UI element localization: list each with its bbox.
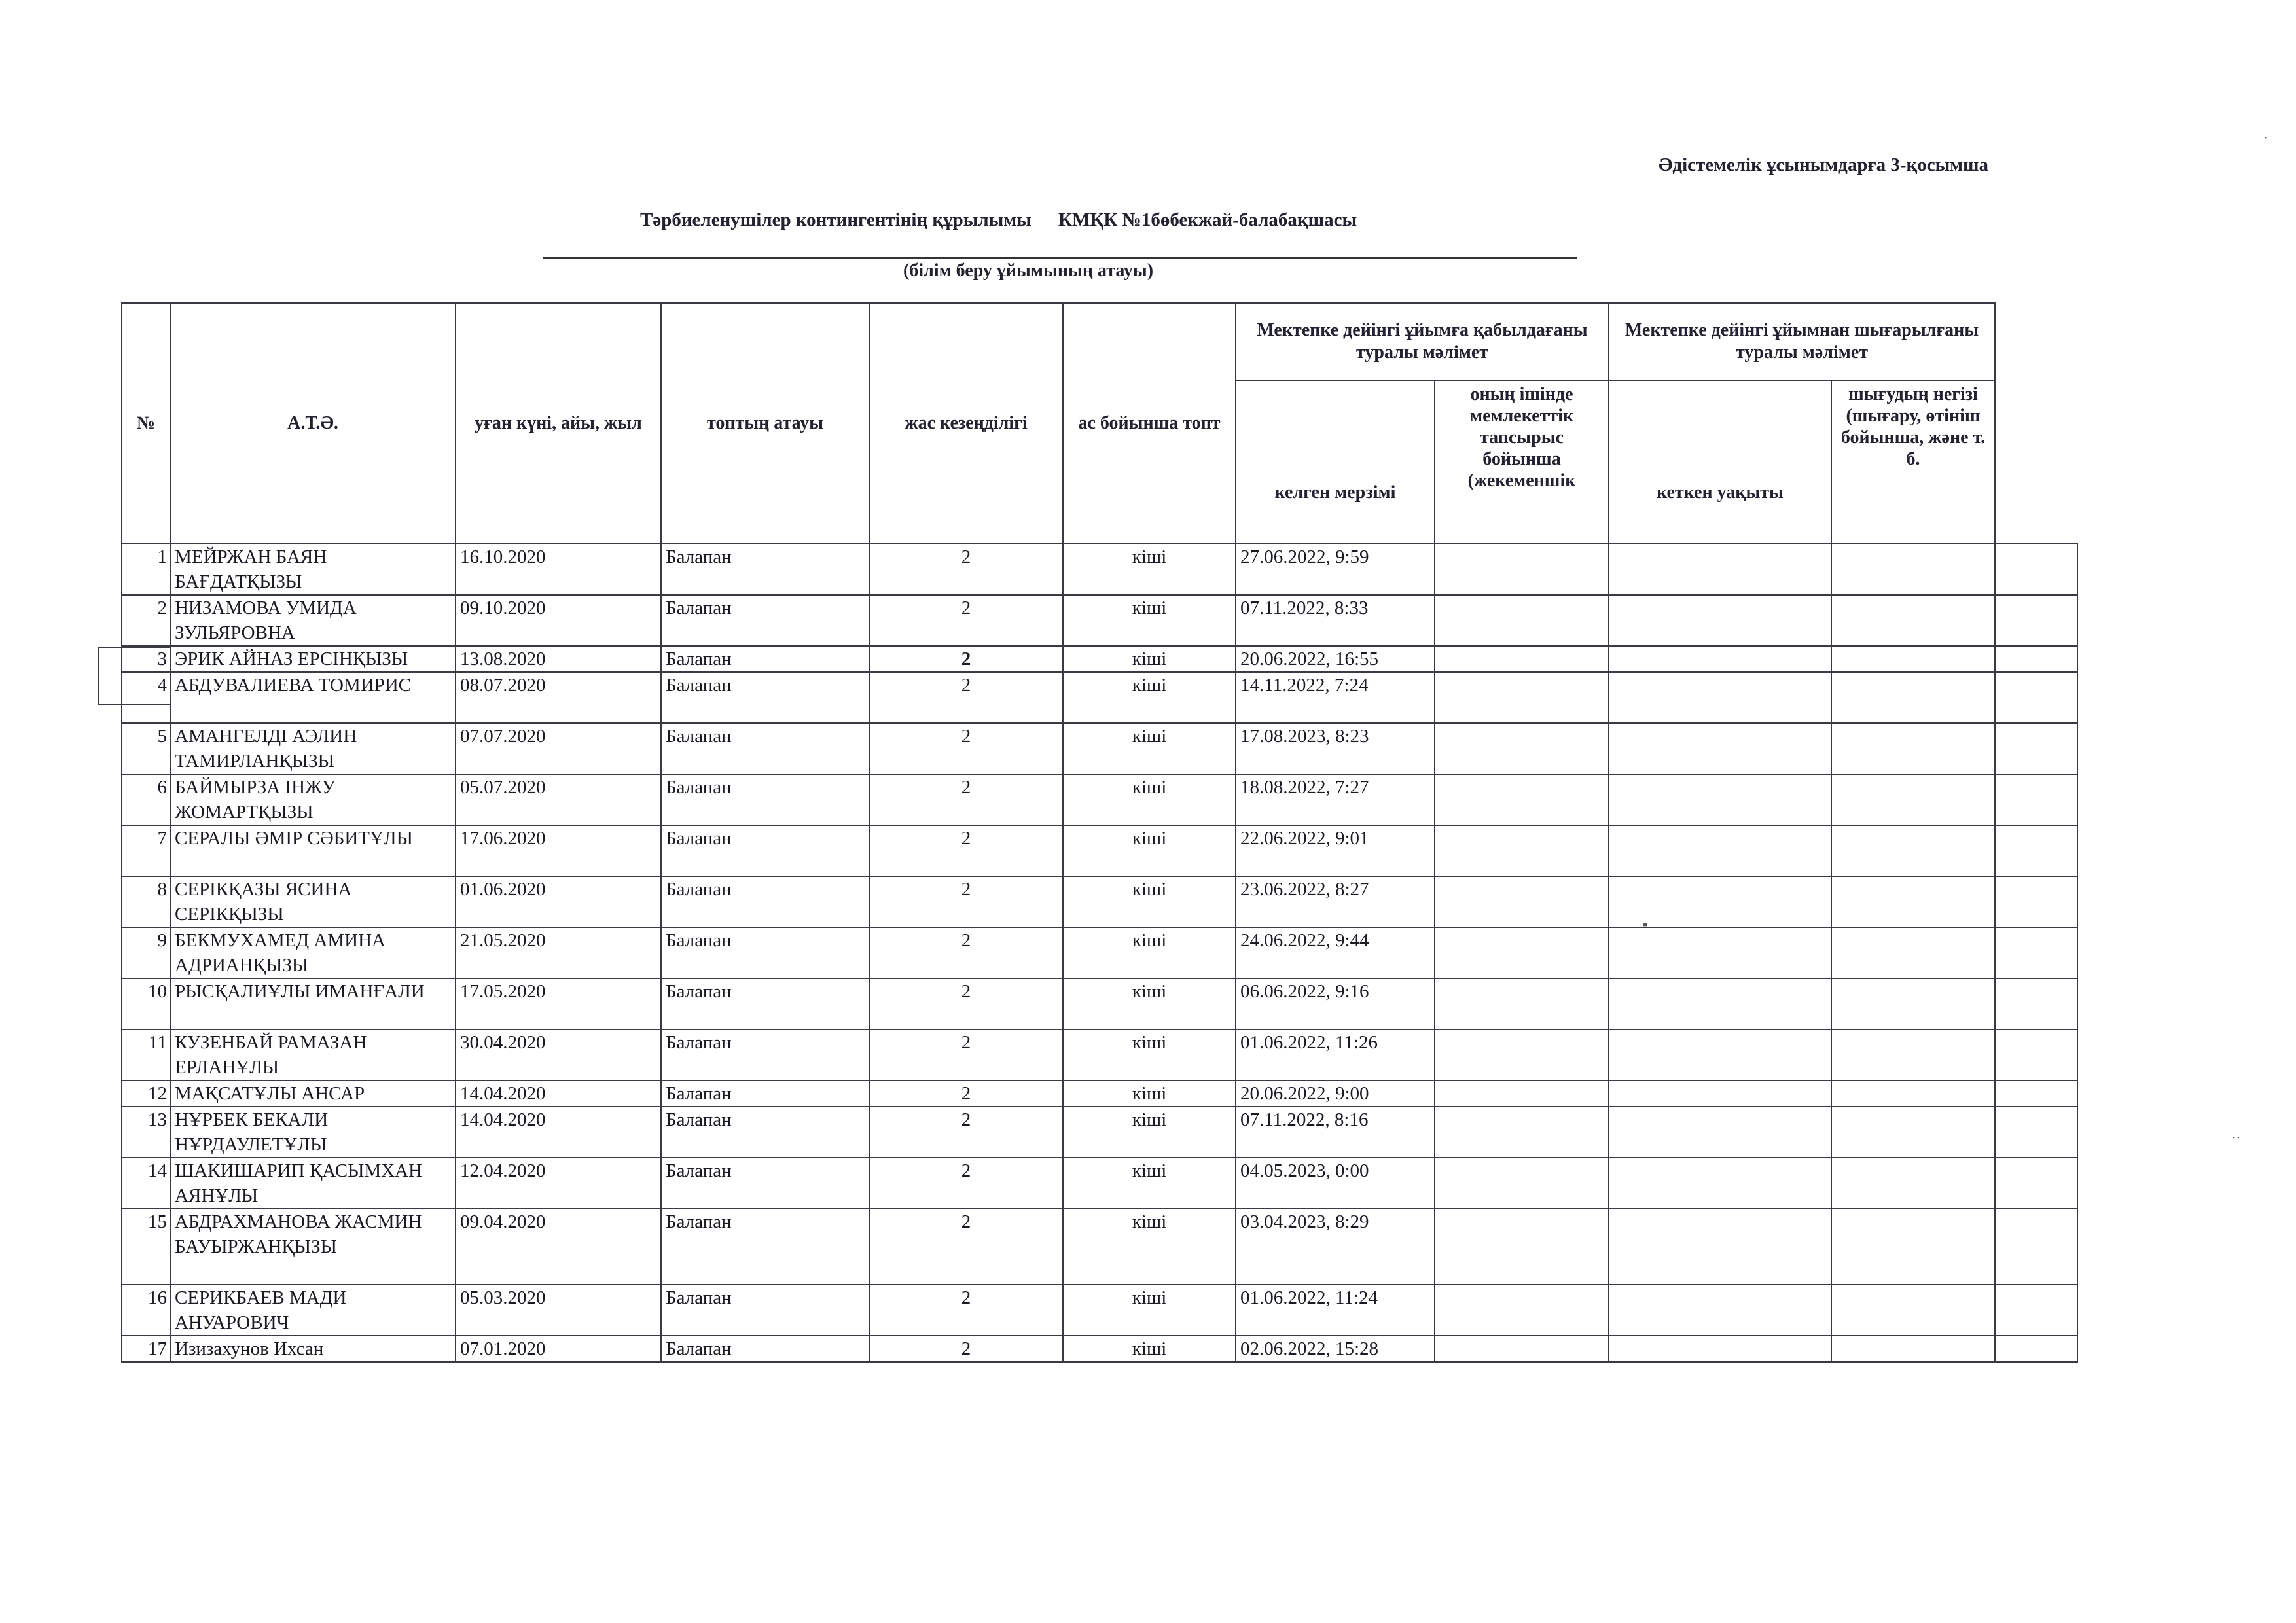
birth-date: 14.04.2020 <box>456 1080 661 1107</box>
state-order-cell <box>1435 646 1609 672</box>
col-age-period-header: жас кезеңділігі <box>869 303 1063 544</box>
organization-name: КМҚК №1бөбекжай-балабақшасы <box>1058 209 1357 230</box>
child-name: ЭРИК АЙНАЗ ЕРСІНҚЫЗЫ <box>170 646 456 672</box>
row-number: 7 <box>122 825 170 876</box>
arrival-date: 17.08.2023, 8:23 <box>1236 723 1435 774</box>
birth-date: 07.01.2020 <box>456 1336 661 1362</box>
leave-reason-cell <box>1831 646 1995 672</box>
row-number: 14 <box>122 1158 170 1209</box>
leave-reason-cell <box>1831 1209 1995 1285</box>
child-name: АБДУВАЛИЕВА ТОМИРИС <box>170 672 456 723</box>
age-group: кіші <box>1063 595 1236 646</box>
leave-reason-cell <box>1831 595 1995 646</box>
extra-cell <box>1995 1285 2077 1336</box>
contingent-table <box>121 302 2078 1363</box>
age-group: кіші <box>1063 723 1236 774</box>
arrival-date: 04.05.2023, 0:00 <box>1236 1158 1435 1209</box>
left-time-cell <box>1609 544 1831 595</box>
extra-cell <box>1995 1158 2077 1209</box>
age-period: 2 <box>869 927 1063 978</box>
row-number: 10 <box>122 978 170 1029</box>
age-period: 2 <box>869 723 1063 774</box>
extra-cell <box>1995 876 2077 927</box>
age-group: кіші <box>1063 1209 1236 1285</box>
table-row <box>122 544 2077 595</box>
table-row <box>122 825 2077 876</box>
table-row <box>122 1107 2077 1158</box>
state-order-cell <box>1435 1080 1609 1107</box>
child-name: Изизахунов Ихсан <box>170 1336 456 1362</box>
birth-date: 08.07.2020 <box>456 672 661 723</box>
leave-reason-cell <box>1831 825 1995 876</box>
child-name: АМАНГЕЛДІ АЭЛИН ТАМИРЛАНҚЫЗЫ <box>170 723 456 774</box>
leave-reason-cell <box>1831 1336 1995 1362</box>
child-name: БЕКМУХАМЕД АМИНА АДРИАНҚЫЗЫ <box>170 927 456 978</box>
birth-date: 17.05.2020 <box>456 978 661 1029</box>
leave-reason-cell <box>1831 876 1995 927</box>
left-time-cell <box>1609 1209 1831 1285</box>
state-order-cell <box>1435 1209 1609 1285</box>
row-number: 9 <box>122 927 170 978</box>
title-text: Тәрбиеленушілер контингентінің құрылымы <box>640 209 1031 230</box>
arrival-date: 06.06.2022, 9:16 <box>1236 978 1435 1029</box>
extra-cell <box>1995 978 2077 1029</box>
left-time-cell <box>1609 672 1831 723</box>
group-name: Балапан <box>661 544 869 595</box>
table-row <box>122 927 2077 978</box>
group-name: Балапан <box>661 1285 869 1336</box>
state-order-cell <box>1435 1336 1609 1362</box>
row-number: 5 <box>122 723 170 774</box>
group-name: Балапан <box>661 1080 869 1107</box>
child-name: АБДРАХМАНОВА ЖАСМИН БАУЫРЖАНҚЫЗЫ <box>170 1209 456 1285</box>
state-order-cell <box>1435 723 1609 774</box>
state-order-cell <box>1435 1158 1609 1209</box>
extra-cell <box>1995 1209 2077 1285</box>
arrival-date: 07.11.2022, 8:16 <box>1236 1107 1435 1158</box>
age-group: кіші <box>1063 978 1236 1029</box>
age-group: кіші <box>1063 1336 1236 1362</box>
group-name: Балапан <box>661 927 869 978</box>
row-number: 13 <box>122 1107 170 1158</box>
child-name: КУЗЕНБАЙ РАМАЗАН ЕРЛАНҰЛЫ <box>170 1029 456 1080</box>
table-row <box>122 1285 2077 1336</box>
group-name: Балапан <box>661 595 869 646</box>
child-name: НҰРБЕК БЕКАЛИ НҰРДАУЛЕТҰЛЫ <box>170 1107 456 1158</box>
col-state-order-header: оның ішінде мемлекеттік тапсырыс бойынша (жекеменшік <box>1435 380 1609 544</box>
age-group: кіші <box>1063 1029 1236 1080</box>
left-time-cell <box>1609 927 1831 978</box>
age-period: 2 <box>869 978 1063 1029</box>
age-group: кіші <box>1063 876 1236 927</box>
group-name: Балапан <box>661 774 869 825</box>
birth-date: 17.06.2020 <box>456 825 661 876</box>
state-order-cell <box>1435 927 1609 978</box>
child-name: НИЗАМОВА УМИДА ЗУЛЬЯРОВНА <box>170 595 456 646</box>
arrival-date: 20.06.2022, 16:55 <box>1236 646 1435 672</box>
left-time-cell <box>1609 1107 1831 1158</box>
arrival-date: 01.06.2022, 11:26 <box>1236 1029 1435 1080</box>
blank-cell <box>1995 380 2077 544</box>
extra-cell <box>1995 1107 2077 1158</box>
age-period: 2 <box>869 825 1063 876</box>
birth-date: 13.08.2020 <box>456 646 661 672</box>
left-time-cell <box>1609 1080 1831 1107</box>
table-row <box>122 1336 2077 1362</box>
extra-cell <box>1995 1336 2077 1362</box>
col-admitted-header: Мектепке дейінгі ұйымға қабылдағаны туралы мәлімет <box>1236 303 1609 380</box>
scan-speck: ·· <box>2232 1131 2241 1145</box>
table-row <box>122 723 2077 774</box>
birth-date: 16.10.2020 <box>456 544 661 595</box>
left-time-cell <box>1609 1029 1831 1080</box>
age-group: кіші <box>1063 774 1236 825</box>
age-period: 2 <box>869 774 1063 825</box>
age-period: 2 <box>869 544 1063 595</box>
child-name: СЕРІКҚАЗЫ ЯСИНА СЕРІКҚЫЗЫ <box>170 876 456 927</box>
col-leave-reason-header: шығудың негізі (шығару, өтініш бойынша, және т. б. <box>1831 380 1995 544</box>
group-name: Балапан <box>661 672 869 723</box>
document-title <box>640 209 1357 231</box>
state-order-cell <box>1435 1285 1609 1336</box>
birth-date: 09.04.2020 <box>456 1209 661 1285</box>
group-name: Балапан <box>661 646 869 672</box>
leave-reason-cell <box>1831 1285 1995 1336</box>
extra-cell <box>1995 672 2077 723</box>
table-row <box>122 646 2077 672</box>
arrival-date: 24.06.2022, 9:44 <box>1236 927 1435 978</box>
row-number: 12 <box>122 1080 170 1107</box>
group-name: Балапан <box>661 825 869 876</box>
table-row <box>122 1029 2077 1080</box>
leave-reason-cell <box>1831 723 1995 774</box>
leave-reason-cell <box>1831 672 1995 723</box>
birth-date: 09.10.2020 <box>456 595 661 646</box>
extra-cell <box>1995 595 2077 646</box>
row-number: 6 <box>122 774 170 825</box>
age-group: кіші <box>1063 1285 1236 1336</box>
left-time-cell <box>1609 876 1831 927</box>
group-name: Балапан <box>661 1209 869 1285</box>
left-time-cell <box>1609 1336 1831 1362</box>
appendix-label: Әдістемелік ұсынымдарға 3-қосымша <box>1658 154 1988 175</box>
child-name: СЕРАЛЫ ӘМІР СӘБИТҰЛЫ <box>170 825 456 876</box>
extra-cell <box>1995 544 2077 595</box>
scan-speck: · <box>2263 131 2268 145</box>
col-left-time-header: кеткен уақыты <box>1609 380 1831 544</box>
table-row <box>122 1158 2077 1209</box>
organization-underline <box>543 257 1577 259</box>
table-body <box>122 544 2077 1362</box>
age-period: 2 <box>869 595 1063 646</box>
leave-reason-cell <box>1831 774 1995 825</box>
state-order-cell <box>1435 774 1609 825</box>
header-row-1 <box>122 303 2077 380</box>
row-number: 17 <box>122 1336 170 1362</box>
extra-cell <box>1995 774 2077 825</box>
state-order-cell <box>1435 595 1609 646</box>
age-period: 2 <box>869 1107 1063 1158</box>
arrival-date: 18.08.2022, 7:27 <box>1236 774 1435 825</box>
age-period: 2 <box>869 1336 1063 1362</box>
arrival-date: 22.06.2022, 9:01 <box>1236 825 1435 876</box>
leave-reason-cell <box>1831 1080 1995 1107</box>
age-group: кіші <box>1063 825 1236 876</box>
row-number: 1 <box>122 544 170 595</box>
birth-date: 12.04.2020 <box>456 1158 661 1209</box>
birth-date: 05.03.2020 <box>456 1285 661 1336</box>
left-time-cell <box>1609 646 1831 672</box>
row-number: 16 <box>122 1285 170 1336</box>
row-number: 4 <box>122 672 170 723</box>
age-group: кіші <box>1063 672 1236 723</box>
extra-cell <box>1995 927 2077 978</box>
age-group: кіші <box>1063 1158 1236 1209</box>
table-row <box>122 595 2077 646</box>
state-order-cell <box>1435 544 1609 595</box>
state-order-cell <box>1435 978 1609 1029</box>
state-order-cell <box>1435 1029 1609 1080</box>
age-period: 2 <box>869 672 1063 723</box>
birth-date: 07.07.2020 <box>456 723 661 774</box>
age-group: кіші <box>1063 1107 1236 1158</box>
age-period: 2 <box>869 646 1063 672</box>
age-period: 2 <box>869 1029 1063 1080</box>
group-name: Балапан <box>661 876 869 927</box>
table-row <box>122 1080 2077 1107</box>
table-row <box>122 978 2077 1029</box>
age-group: кіші <box>1063 646 1236 672</box>
extra-cell <box>1995 1029 2077 1080</box>
birth-date: 05.07.2020 <box>456 774 661 825</box>
state-order-cell <box>1435 1107 1609 1158</box>
birth-date: 21.05.2020 <box>456 927 661 978</box>
leave-reason-cell <box>1831 927 1995 978</box>
extra-cell <box>1995 825 2077 876</box>
arrival-date: 20.06.2022, 9:00 <box>1236 1080 1435 1107</box>
leave-reason-cell <box>1831 1029 1995 1080</box>
age-period: 2 <box>869 1209 1063 1285</box>
arrival-date: 01.06.2022, 11:24 <box>1236 1285 1435 1336</box>
left-time-cell <box>1609 595 1831 646</box>
birth-date: 14.04.2020 <box>456 1107 661 1158</box>
birth-date: 01.06.2020 <box>456 876 661 927</box>
row-number: 8 <box>122 876 170 927</box>
age-period: 2 <box>869 1080 1063 1107</box>
state-order-cell <box>1435 672 1609 723</box>
left-time-cell <box>1609 774 1831 825</box>
table-row <box>122 876 2077 927</box>
state-order-cell <box>1435 876 1609 927</box>
birth-date: 30.04.2020 <box>456 1029 661 1080</box>
left-time-cell <box>1609 825 1831 876</box>
child-name: МАҚСАТҰЛЫ АНСАР <box>170 1080 456 1107</box>
left-time-cell <box>1609 978 1831 1029</box>
leave-reason-cell <box>1831 1107 1995 1158</box>
col-arrival-date-header: келген мерзімі <box>1236 380 1435 544</box>
col-birth-header: уған күні, айы, жыл <box>456 303 661 544</box>
col-fio-header: А.Т.Ә. <box>170 303 456 544</box>
row-number: 11 <box>122 1029 170 1080</box>
col-age-group-header: ас бойынша топт <box>1063 303 1236 544</box>
left-time-cell <box>1609 1285 1831 1336</box>
group-name: Балапан <box>661 1336 869 1362</box>
leave-reason-cell <box>1831 1158 1995 1209</box>
group-name: Балапан <box>661 723 869 774</box>
col-discharged-header: Мектепке дейінгі ұйымнан шығарылғаны туралы мәлімет <box>1609 303 1995 380</box>
row-number: 3 <box>122 646 170 672</box>
child-name: ШАКИШАРИП ҚАСЫМХАН АЯНҰЛЫ <box>170 1158 456 1209</box>
scan-speck: ▪ <box>1643 918 1648 932</box>
state-order-cell <box>1435 825 1609 876</box>
arrival-date: 03.04.2023, 8:29 <box>1236 1209 1435 1285</box>
child-name: БАЙМЫРЗА ІНЖУ ЖОМАРТҚЫЗЫ <box>170 774 456 825</box>
child-name: МЕЙРЖАН БАЯН БАҒДАТҚЫЗЫ <box>170 544 456 595</box>
leave-reason-cell <box>1831 544 1995 595</box>
group-name: Балапан <box>661 978 869 1029</box>
arrival-date: 27.06.2022, 9:59 <box>1236 544 1435 595</box>
extra-cell <box>1995 646 2077 672</box>
arrival-date: 07.11.2022, 8:33 <box>1236 595 1435 646</box>
age-group: кіші <box>1063 544 1236 595</box>
blank-cell <box>1995 303 2077 380</box>
child-name: СЕРИКБАЕВ МАДИ АНУАРОВИЧ <box>170 1285 456 1336</box>
age-period: 2 <box>869 876 1063 927</box>
table-row <box>122 672 2077 723</box>
extra-cell <box>1995 1080 2077 1107</box>
row-number: 2 <box>122 595 170 646</box>
age-period: 2 <box>869 1158 1063 1209</box>
age-period: 2 <box>869 1285 1063 1336</box>
arrival-date: 14.11.2022, 7:24 <box>1236 672 1435 723</box>
left-time-cell <box>1609 1158 1831 1209</box>
arrival-date: 23.06.2022, 8:27 <box>1236 876 1435 927</box>
col-group-header: топтың атауы <box>661 303 869 544</box>
row-number: 15 <box>122 1209 170 1285</box>
extra-cell <box>1995 723 2077 774</box>
child-name: РЫСҚАЛИҰЛЫ ИМАНҒАЛИ <box>170 978 456 1029</box>
group-name: Балапан <box>661 1107 869 1158</box>
table-row <box>122 774 2077 825</box>
group-name: Балапан <box>661 1158 869 1209</box>
col-num-header: № <box>122 303 170 544</box>
organization-caption: (білім беру ұйымының атауы) <box>903 260 1154 281</box>
age-group: кіші <box>1063 1080 1236 1107</box>
left-time-cell <box>1609 723 1831 774</box>
table-row <box>122 1209 2077 1285</box>
group-name: Балапан <box>661 1029 869 1080</box>
leave-reason-cell <box>1831 978 1995 1029</box>
arrival-date: 02.06.2022, 15:28 <box>1236 1336 1435 1362</box>
age-group: кіші <box>1063 927 1236 978</box>
